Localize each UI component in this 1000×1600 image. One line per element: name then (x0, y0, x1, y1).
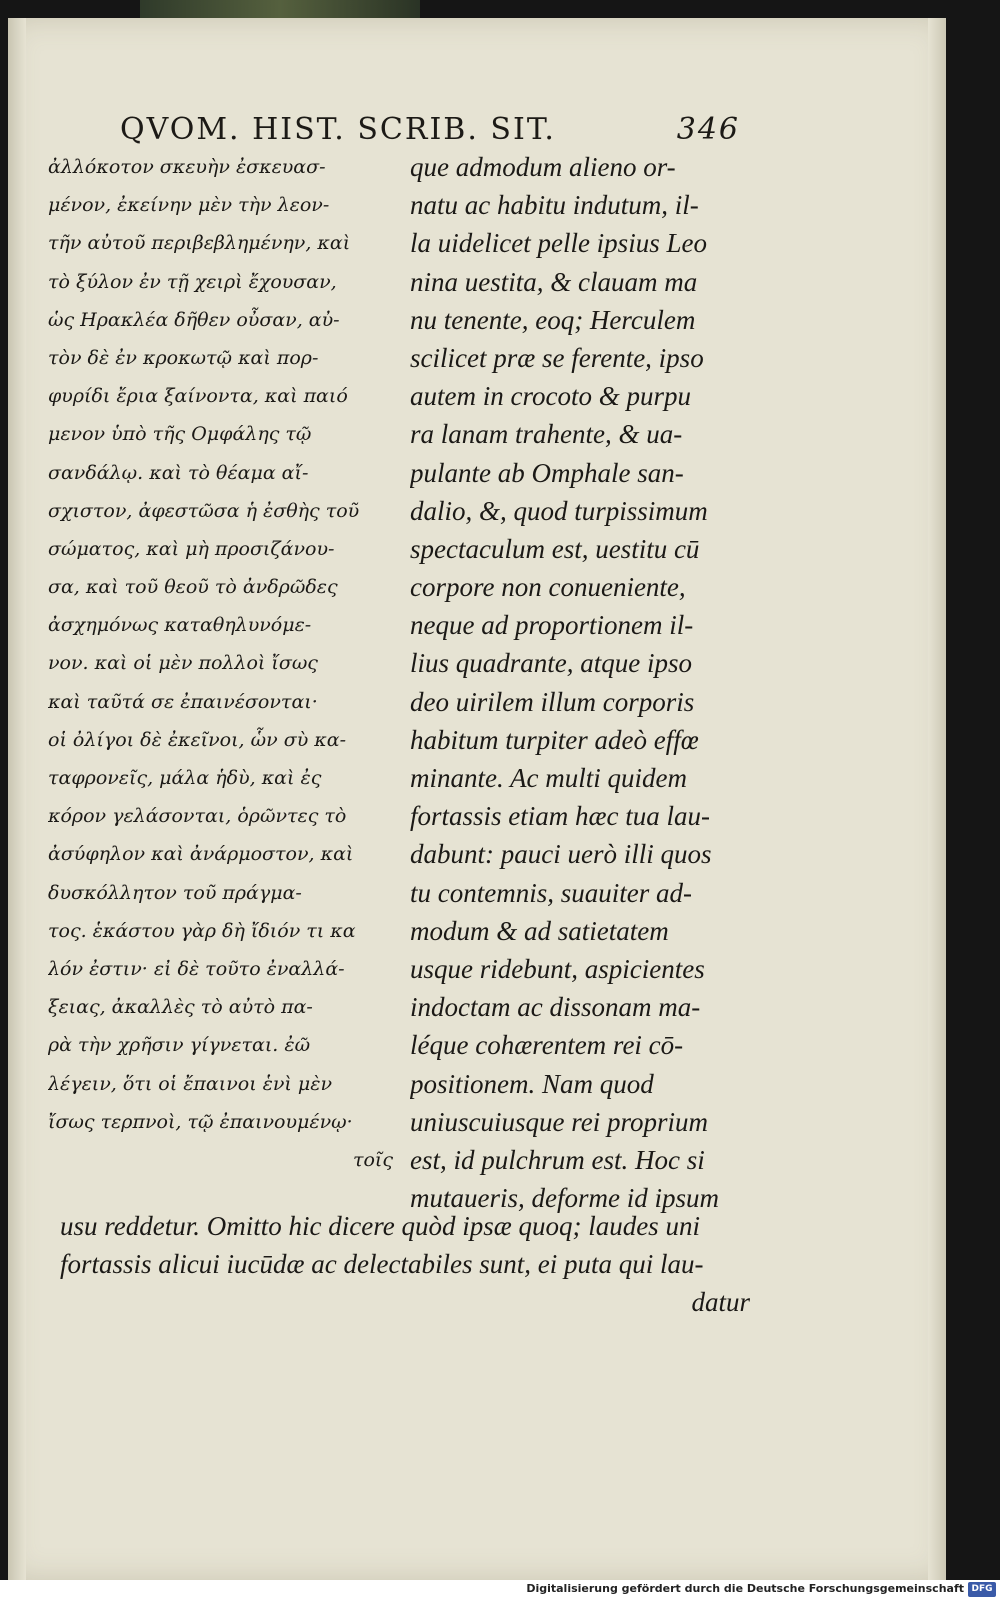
running-head-title: QVOM. HIST. SCRIB. SIT. (120, 112, 556, 147)
greek-text-line: ρὰ τὴν χρῆσιν γίγνεται. ἐῶ (48, 1034, 311, 1057)
latin-text-line: pulante ab Omphale san- (410, 457, 684, 488)
greek-text-line: ἀσύφηλον καὶ ἀνάρμοστον, καὶ (48, 843, 354, 866)
greek-text-line: δυσκόλλητον τοῦ πράγμα- (48, 881, 302, 904)
latin-text-line: dalio, &, quod turpissimum (410, 495, 708, 526)
latin-text-line: nu tenente, eoq; Herculem (410, 304, 696, 335)
latin-text-line: spectaculum est, uestitu cū (410, 533, 700, 564)
greek-text-line: σανδάλῳ. καὶ τὸ θέαμα αἴ- (48, 461, 309, 484)
latin-text-line: nina uestita, & clauam ma (410, 266, 698, 297)
greek-text-line: τῆν αὐτοῦ περιβεβλημένην, καὶ (48, 232, 351, 255)
latin-text-line: neque ad proportionem il- (410, 610, 694, 641)
bottom-text-line: usu reddetur. Omitto hic dicere quòd ipsæ quoq; laudes uni (60, 1211, 700, 1241)
latin-text-line: modum & ad satietatem (410, 915, 669, 946)
dfg-logo: DFG (968, 1582, 996, 1597)
full-width-latin-text (60, 1207, 750, 1321)
latin-text-line: uniuscuiusque rei proprium (410, 1106, 708, 1137)
latin-text-line: que admodum alieno or- (410, 152, 676, 182)
greek-text-line: τοῖς (352, 1148, 393, 1171)
binding-strip (140, 0, 420, 18)
greek-text-line: φυρίδι ἔρια ξαίνοντα, καὶ παιό (48, 385, 348, 408)
latin-text-line: positionem. Nam quod (410, 1068, 654, 1099)
latin-text-line: fortassis etiam hæc tua lau- (410, 801, 711, 832)
latin-text-line: corpore non conueniente, (410, 572, 686, 603)
latin-text-line: tu contemnis, suauiter ad- (410, 877, 692, 908)
latin-text-line: minante. Ac multi quidem (410, 763, 687, 793)
page-number: 346 (676, 112, 740, 147)
greek-text-column (48, 148, 393, 1179)
greek-text-line: ἀσχημόνως καταθηλυνόμε- (48, 614, 312, 637)
latin-text-line: usque ridebunt, aspicientes (410, 953, 705, 984)
latin-text-line: ra lanam trahente, & ua- (410, 419, 683, 450)
greek-text-line: κόρον γελάσονται, ὁρῶντες τὸ (48, 805, 347, 828)
greek-text-line: τος. ἑκάστου γὰρ δὴ ἴδιόν τι κα (48, 919, 356, 942)
greek-text-line: ὡς Ηρακλέα δῆθεν οὖσαν, αὐ- (48, 308, 340, 331)
greek-text-line: καὶ ταῦτά σε ἐπαινέσονται· (48, 690, 318, 713)
greek-text-line: ἴσως τερπνοὶ, τῷ ἐπαινουμένῳ· (48, 1110, 353, 1133)
latin-text-line: natu ac habitu indutum, il- (410, 190, 699, 221)
greek-text-line: ἀλλόκοτον σκευὴν ἐσκευασ- (48, 156, 326, 178)
greek-text-line: οἱ ὀλίγοι δὲ ἐκεῖνοι, ὧν σὺ κα- (48, 728, 346, 751)
latin-text-line: indoctam ac dissonam ma- (410, 992, 701, 1023)
greek-text-line: λέγειν, ὅτι οἱ ἔπαινοι ἑνὶ μὲν (48, 1072, 333, 1095)
greek-text-line: τὸν δὲ ἐν κροκωτῷ καὶ πορ- (48, 346, 319, 369)
latin-text-line: deo uirilem illum corporis (410, 686, 695, 717)
latin-text-line: autem in crocoto & purpu (410, 381, 691, 412)
greek-text-line: νον. καὶ οἱ μὲν πολλοὶ ἴσως (48, 652, 318, 675)
greek-text-line: σα, καὶ τοῦ θεοῦ τὸ ἀνδρῶδες (48, 576, 338, 599)
greek-text-line: ξειας, ἀκαλλὲς τὸ αὐτὸ πα- (48, 996, 313, 1019)
latin-text-line: mutaueris, deforme id ipsum (410, 1183, 719, 1214)
greek-text-line: ταφρονεῖς, μάλα ἡδὺ, καὶ ἐς (48, 767, 322, 789)
greek-text-line: μενον ὑπὸ τῆς Ομφάλης τῷ (48, 423, 312, 446)
greek-text-line: μένον, ἐκείνην μὲν τὴν λεον- (48, 194, 330, 217)
greek-text-line: λόν ἐστιν· εἰ δὲ τοῦτο ἐναλλά- (48, 957, 345, 980)
greek-text-line: τὸ ξύλον ἐν τῇ χειρὶ ἔχουσαν, (48, 270, 337, 293)
digitization-credit: Digitalisierung gefördert durch die Deutsche Forschungsgemeinschaft (526, 1582, 964, 1595)
latin-text-line: dabunt: pauci uerò illi quos (410, 839, 712, 870)
page-edge-shadow (928, 18, 946, 1580)
latin-text-line: léque cohærentem rei cō- (410, 1030, 684, 1061)
greek-text-line: σχιστον, ἀφεστῶσα ἡ ἐσθὴς τοῦ (48, 499, 360, 522)
latin-text-line: la uidelicet pelle ipsius Leo (410, 228, 707, 259)
page-gutter-shadow (8, 18, 26, 1580)
bottom-text-line: datur (691, 1287, 750, 1317)
latin-text-line: est, id pulchrum est. Hoc si (410, 1144, 705, 1175)
bottom-text-line: fortassis alicui iucūdæ ac delectabiles sunt, ei puta qui lau- (60, 1249, 704, 1279)
greek-text-line: σώματος, καὶ μὴ προσιζάνου- (48, 537, 335, 560)
latin-text-column (410, 148, 745, 1217)
latin-text-line: lius quadrante, atque ipso (410, 648, 692, 679)
latin-text-line: scilicet præ se ferente, ipso (410, 342, 704, 373)
latin-text-line: habitum turpiter adeò effœ (410, 724, 699, 755)
